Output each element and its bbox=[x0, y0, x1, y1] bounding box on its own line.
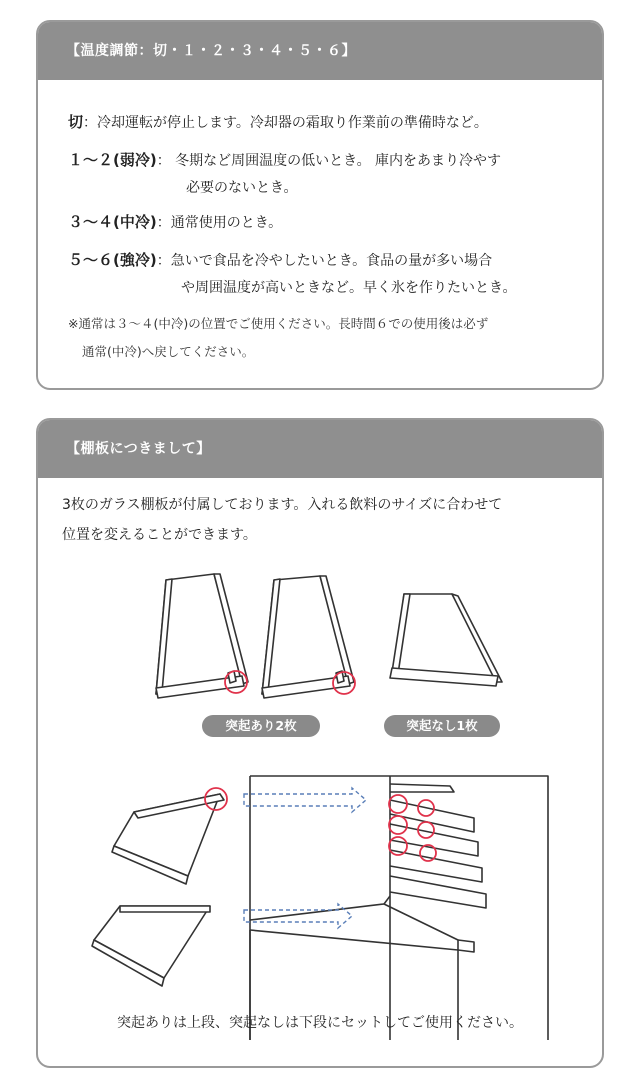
shelf-with-bump-1 bbox=[156, 574, 248, 698]
setting-weak-label: １～２(弱冷) bbox=[68, 151, 157, 169]
shelf-without-bump bbox=[390, 594, 502, 686]
setting-mid bbox=[68, 208, 282, 237]
setting-weak-text2: 必要のないとき。 bbox=[186, 180, 298, 196]
shelves-footer: 突起ありは上段、突起なしは下段にセットしてご使用ください。 bbox=[117, 1015, 523, 1031]
shelf-illustration bbox=[38, 420, 602, 1066]
shelves-intro-line1: 3枚のガラス棚板が付属しております。入れる飲料のサイズに合わせて bbox=[62, 497, 503, 513]
insert-arrow-upper bbox=[244, 788, 366, 812]
setting-weak bbox=[68, 146, 501, 175]
shelves-card bbox=[36, 418, 604, 1068]
setting-strong-text: ：急いで食品を冷やしたいとき。食品の量が多い場合 bbox=[156, 253, 493, 269]
label-with-bump: 突起あり2枚 bbox=[202, 715, 320, 737]
setting-mid-text: ：通常使用のとき。 bbox=[156, 215, 283, 231]
setting-strong-label: ５～６(強冷) bbox=[68, 251, 157, 269]
usage-note-line1: ※通常は３～４(中冷)の位置でご使用ください。長時間６での使用後は必ず bbox=[68, 316, 489, 331]
setting-strong bbox=[68, 246, 492, 275]
temperature-header: 【温度調節：切・１・２・３・４・５・６】 bbox=[38, 22, 602, 80]
shelves-header: 【棚板につきまして】 bbox=[38, 420, 602, 478]
setting-off-text: ：冷却運転が停止します。冷却器の霜取り作業前の準備時など。 bbox=[83, 115, 488, 131]
setting-off-label: 切 bbox=[68, 113, 84, 131]
label-without-bump: 突起なし1枚 bbox=[384, 715, 500, 737]
setting-weak-text: ： 冬期など周囲温度の低いとき。 庫内をあまり冷やす bbox=[156, 153, 502, 169]
setting-off bbox=[68, 108, 488, 137]
insert-arrow-lower bbox=[244, 904, 352, 928]
shelves-intro-line2: 位置を変えることができます。 bbox=[62, 527, 257, 543]
temperature-card bbox=[36, 20, 604, 390]
setting-strong-text2: や周囲温度が高いときなど。早く氷を作りたいとき。 bbox=[181, 280, 517, 296]
usage-note-line2: 通常(中冷)へ戻してください。 bbox=[82, 344, 255, 359]
tilted-shelf-upper bbox=[112, 794, 224, 884]
bump-highlight-4 bbox=[389, 795, 407, 813]
setting-mid-label: ３～４(中冷) bbox=[68, 213, 157, 231]
tilted-shelf-lower bbox=[92, 906, 210, 986]
shelf-with-bump-2 bbox=[262, 576, 354, 698]
